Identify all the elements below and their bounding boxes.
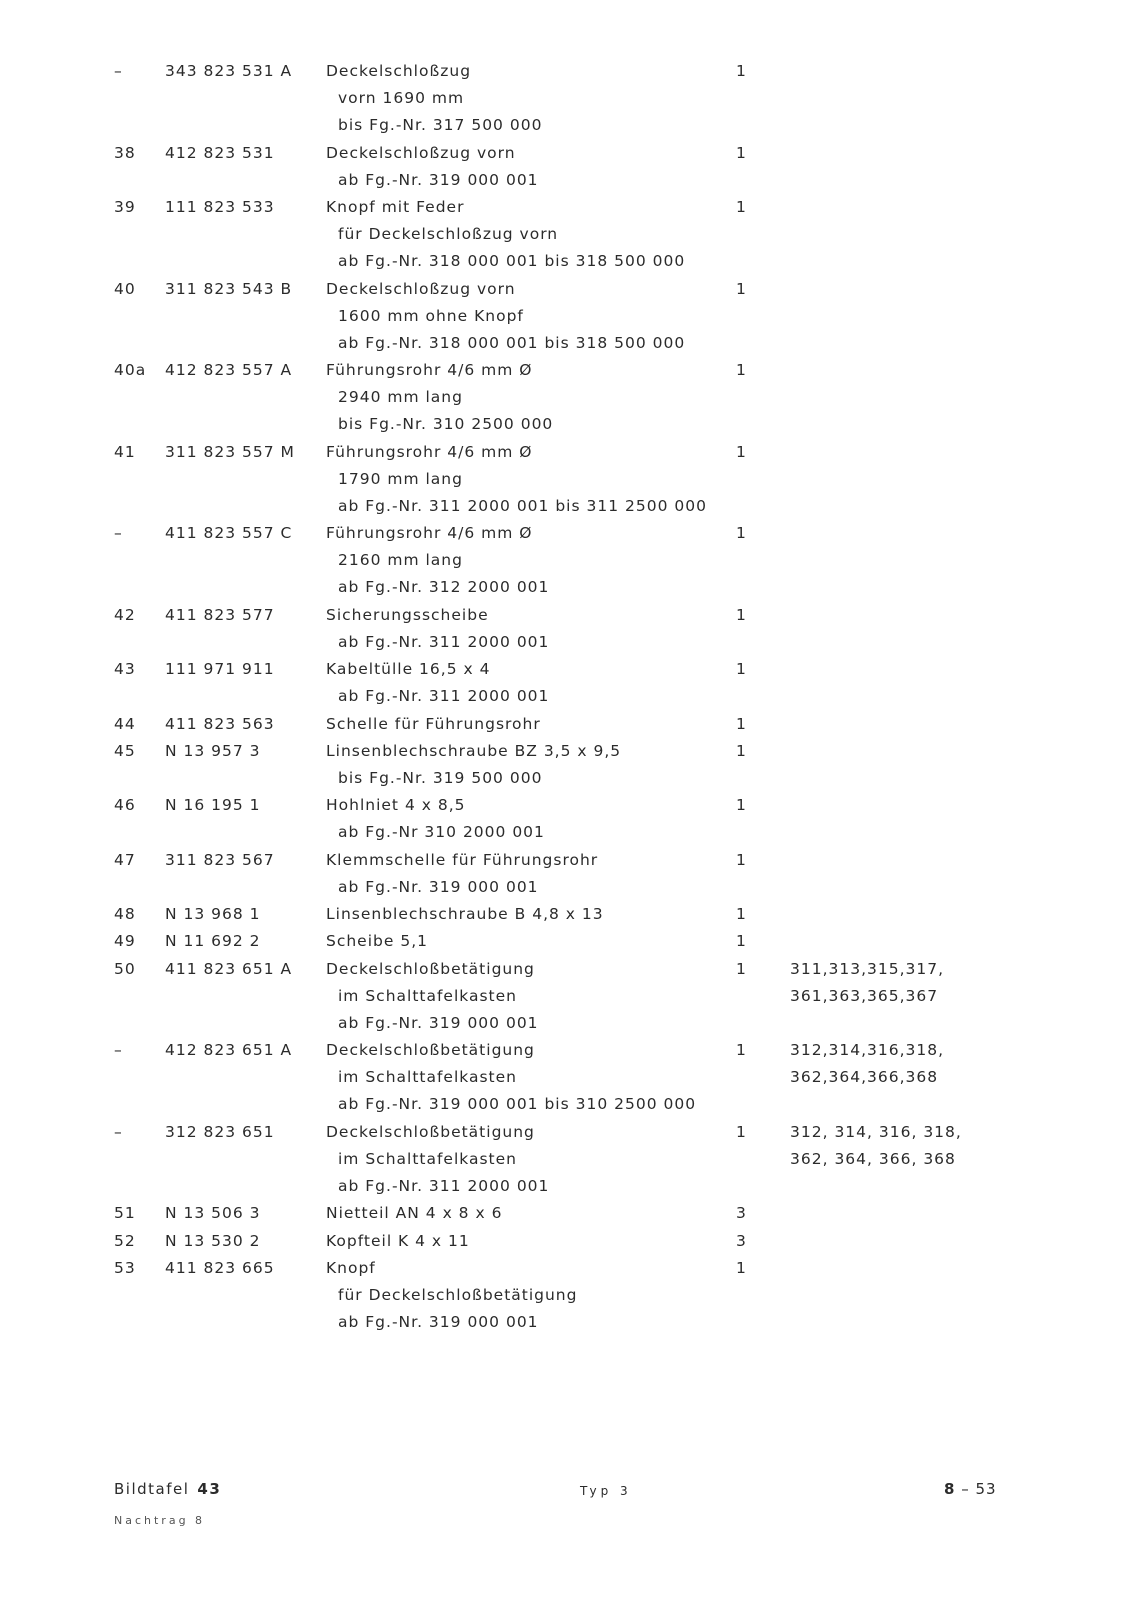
part-number: N 11 692 2 xyxy=(165,932,261,950)
part-number: 343 823 531 A xyxy=(165,62,293,80)
parts-row xyxy=(0,1255,1133,1337)
position-number: 39 xyxy=(114,198,136,216)
description-detail: bis Fg.-Nr. 310 2500 000 xyxy=(338,415,554,433)
parts-row xyxy=(0,357,1133,439)
quantity: 1 xyxy=(736,1259,747,1277)
quantity: 1 xyxy=(736,198,747,216)
part-number: 312 823 651 xyxy=(165,1123,275,1141)
description-title: Deckelschloßzug vorn xyxy=(326,144,516,162)
position-number: 45 xyxy=(114,742,136,760)
description-title: Deckelschloßbetätigung xyxy=(326,1041,535,1059)
part-number: 111 823 533 xyxy=(165,198,275,216)
description-detail: ab Fg.-Nr. 311 2000 001 xyxy=(338,633,550,651)
position-number: 52 xyxy=(114,1232,136,1250)
description-detail: ab Fg.-Nr. 311 2000 001 xyxy=(338,687,550,705)
quantity: 1 xyxy=(736,443,747,461)
description-detail: ab Fg.-Nr. 318 000 001 bis 318 500 000 xyxy=(338,334,686,352)
part-number: 412 823 557 A xyxy=(165,361,293,379)
quantity: 1 xyxy=(736,905,747,923)
part-number: N 13 957 3 xyxy=(165,742,261,760)
description-title: Kabeltülle 16,5 x 4 xyxy=(326,660,491,678)
model-type-line: 361,363,365,367 xyxy=(790,987,939,1005)
model-type-line: 362,364,366,368 xyxy=(790,1068,939,1086)
position-number: 46 xyxy=(114,796,136,814)
quantity: 3 xyxy=(736,1232,747,1250)
parts-row xyxy=(0,847,1133,901)
position-number: 48 xyxy=(114,905,136,923)
quantity: 1 xyxy=(736,742,747,760)
part-number: 311 823 543 B xyxy=(165,280,293,298)
description-title: Linsenblechschraube B 4,8 x 13 xyxy=(326,905,604,923)
description-title: Deckelschloßzug xyxy=(326,62,472,80)
quantity: 1 xyxy=(736,524,747,542)
quantity: 1 xyxy=(736,851,747,869)
model-type-line: 362, 364, 366, 368 xyxy=(790,1150,956,1168)
parts-row xyxy=(0,520,1133,602)
position-number: 40a xyxy=(114,361,147,379)
description-detail: ab Fg.-Nr. 319 000 001 xyxy=(338,1014,539,1032)
parts-row xyxy=(0,1228,1133,1255)
position-number: 41 xyxy=(114,443,136,461)
parts-row xyxy=(0,602,1133,656)
position-number: 50 xyxy=(114,960,136,978)
part-number: N 16 195 1 xyxy=(165,796,261,814)
part-number: 411 823 651 A xyxy=(165,960,293,978)
description-detail: ab Fg.-Nr. 318 000 001 bis 318 500 000 xyxy=(338,252,686,270)
position-number: – xyxy=(114,62,123,80)
part-number: N 13 506 3 xyxy=(165,1204,261,1222)
description-detail: für Deckelschloßzug vorn xyxy=(338,225,559,243)
model-type-line: 312, 314, 316, 318, xyxy=(790,1123,962,1141)
part-number: 412 823 531 xyxy=(165,144,275,162)
description-title: Deckelschloßbetätigung xyxy=(326,960,535,978)
description-title: Führungsrohr 4/6 mm Ø xyxy=(326,524,533,542)
quantity: 1 xyxy=(736,796,747,814)
description-detail: ab Fg.-Nr. 319 000 001 xyxy=(338,171,539,189)
supplement-label: Nachtrag 8 xyxy=(114,1514,206,1527)
quantity: 1 xyxy=(736,1041,747,1059)
model-types xyxy=(790,1037,944,1091)
model-types xyxy=(790,1119,962,1173)
model-type-line: 312,314,316,318, xyxy=(790,1041,945,1059)
quantity: 1 xyxy=(736,361,747,379)
description-title: Hohlniet 4 x 8,5 xyxy=(326,796,466,814)
quantity: 1 xyxy=(736,606,747,624)
section-number: 8 xyxy=(944,1480,956,1498)
position-number: 47 xyxy=(114,851,136,869)
part-number: N 13 530 2 xyxy=(165,1232,261,1250)
description-detail: ab Fg.-Nr. 311 2000 001 bis 311 2500 000 xyxy=(338,497,707,515)
position-number: – xyxy=(114,524,123,542)
position-number: 42 xyxy=(114,606,136,624)
quantity: 1 xyxy=(736,660,747,678)
description-detail: ab Fg.-Nr. 312 2000 001 xyxy=(338,578,550,596)
description-title: Führungsrohr 4/6 mm Ø xyxy=(326,361,533,379)
model-type-line: 311,313,315,317, xyxy=(790,960,945,978)
description-detail: 1790 mm lang xyxy=(338,470,463,488)
part-number: 111 971 911 xyxy=(165,660,275,678)
description-detail: ab Fg.-Nr. 319 000 001 bis 310 2500 000 xyxy=(338,1095,697,1113)
part-number: 411 823 563 xyxy=(165,715,275,733)
description-title: Sicherungsscheibe xyxy=(326,606,489,624)
description-title: Knopf xyxy=(326,1259,376,1277)
description-title: Kopfteil K 4 x 11 xyxy=(326,1232,470,1250)
parts-row xyxy=(0,439,1133,521)
description-detail: für Deckelschloßbetätigung xyxy=(338,1286,578,1304)
position-number: 44 xyxy=(114,715,136,733)
parts-row xyxy=(0,792,1133,846)
parts-row xyxy=(0,901,1133,928)
description-title: Klemmschelle für Führungsrohr xyxy=(326,851,599,869)
part-number: 311 823 567 xyxy=(165,851,275,869)
description-title: Linsenblechschraube BZ 3,5 x 9,5 xyxy=(326,742,622,760)
parts-row xyxy=(0,194,1133,276)
parts-row xyxy=(0,738,1133,792)
parts-row xyxy=(0,1037,1133,1119)
position-number: 49 xyxy=(114,932,136,950)
footer-plate-label xyxy=(114,1480,221,1498)
part-number: 412 823 651 A xyxy=(165,1041,293,1059)
parts-row xyxy=(0,58,1133,140)
description-detail: bis Fg.-Nr. 317 500 000 xyxy=(338,116,543,134)
description-title: Schelle für Führungsrohr xyxy=(326,715,541,733)
parts-row xyxy=(0,656,1133,710)
description-title: Knopf mit Feder xyxy=(326,198,465,216)
description-title: Führungsrohr 4/6 mm Ø xyxy=(326,443,533,461)
quantity: 3 xyxy=(736,1204,747,1222)
part-number: 411 823 557 C xyxy=(165,524,293,542)
plate-number: 43 xyxy=(197,1480,222,1498)
position-number: 40 xyxy=(114,280,136,298)
description-detail: im Schalttafelkasten xyxy=(338,1068,517,1086)
description-detail: im Schalttafelkasten xyxy=(338,1150,517,1168)
quantity: 1 xyxy=(736,715,747,733)
description-title: Nietteil AN 4 x 8 x 6 xyxy=(326,1204,503,1222)
quantity: 1 xyxy=(736,62,747,80)
page-number xyxy=(944,1480,997,1498)
plate-label: Bildtafel xyxy=(114,1480,190,1498)
model-types xyxy=(790,956,944,1010)
description-detail: ab Fg.-Nr 310 2000 001 xyxy=(338,823,545,841)
position-number: 43 xyxy=(114,660,136,678)
description-detail: 2940 mm lang xyxy=(338,388,463,406)
part-number: 311 823 557 M xyxy=(165,443,295,461)
quantity: 1 xyxy=(736,960,747,978)
quantity: 1 xyxy=(736,280,747,298)
position-number: – xyxy=(114,1041,123,1059)
quantity: 1 xyxy=(736,144,747,162)
parts-row xyxy=(0,1119,1133,1201)
parts-row xyxy=(0,1200,1133,1227)
quantity: 1 xyxy=(736,932,747,950)
description-detail: 2160 mm lang xyxy=(338,551,463,569)
description-title: Scheibe 5,1 xyxy=(326,932,428,950)
description-detail: ab Fg.-Nr. 311 2000 001 xyxy=(338,1177,550,1195)
parts-row xyxy=(0,276,1133,358)
position-number: 51 xyxy=(114,1204,136,1222)
part-number: 411 823 665 xyxy=(165,1259,275,1277)
description-detail: bis Fg.-Nr. 319 500 000 xyxy=(338,769,543,787)
parts-row xyxy=(0,711,1133,738)
position-number: – xyxy=(114,1123,123,1141)
position-number: 38 xyxy=(114,144,136,162)
description-detail: 1600 mm ohne Knopf xyxy=(338,307,524,325)
description-detail: ab Fg.-Nr. 319 000 001 xyxy=(338,878,539,896)
description-title: Deckelschloßbetätigung xyxy=(326,1123,535,1141)
description-detail: ab Fg.-Nr. 319 000 001 xyxy=(338,1313,539,1331)
position-number: 53 xyxy=(114,1259,136,1277)
type-label: Typ 3 xyxy=(580,1484,632,1498)
description-title: Deckelschloßzug vorn xyxy=(326,280,516,298)
part-number: N 13 968 1 xyxy=(165,905,261,923)
parts-row xyxy=(0,956,1133,1038)
parts-row xyxy=(0,928,1133,955)
quantity: 1 xyxy=(736,1123,747,1141)
description-detail: im Schalttafelkasten xyxy=(338,987,517,1005)
page-suffix: – 53 xyxy=(961,1480,997,1498)
description-detail: vorn 1690 mm xyxy=(338,89,465,107)
parts-row xyxy=(0,140,1133,194)
part-number: 411 823 577 xyxy=(165,606,275,624)
